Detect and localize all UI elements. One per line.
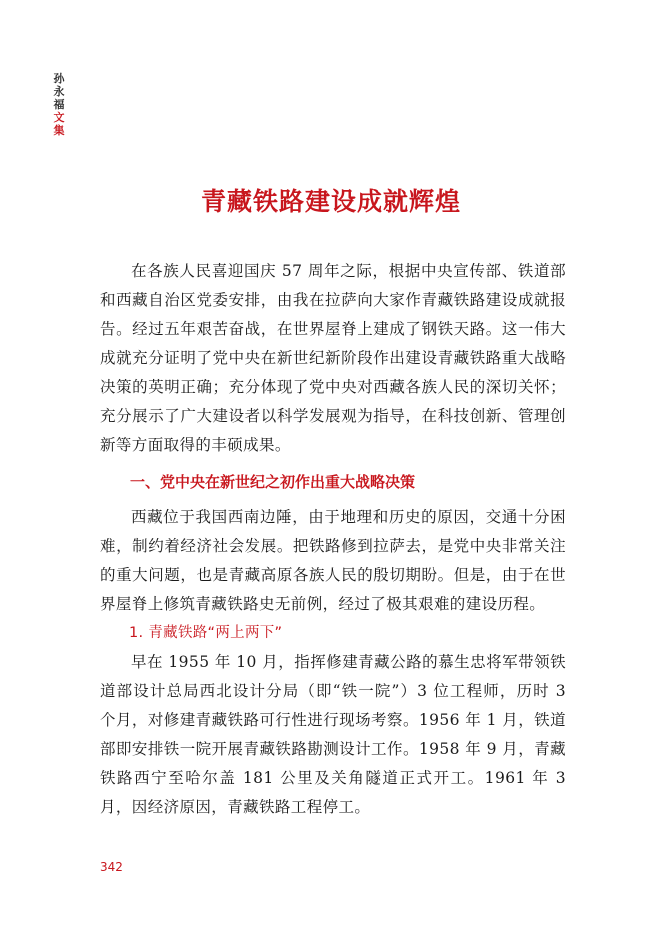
section-paragraph: 西藏位于我国西南边陲，由于地理和历史的原因，交通十分困难，制约着经济社会发展。把铁路修到拉萨去，是党中央非常关注的重大问题，也是青藏高原各族人民的殷切期盼。但是，由于在世界屋脊上修筑青藏铁路史无前例，经过了极其艰难的建设历程。 [100,508,566,613]
book-collection-label [52,72,66,137]
article-title: 青藏铁路建设成就辉煌 [200,187,461,216]
section-heading: 一、党中央在新世纪之初作出重大战略决策 [130,473,416,491]
article-body [100,257,566,822]
intro-paragraph: 在各族人民喜迎国庆 57 周年之际，根据中央宣传部、铁道部和西藏自治区党委安排，由我在拉萨向大家作青藏铁路建设成就报告。经过五年艰苦奋战，在世界屋脊上建成了钢铁天路。这一伟大成就充分证明了党中央在新世纪新阶段作出建设青藏铁路重大战略决策的英明正确；充分体现了党中央对西藏各族人民的深切关怀；充分展示了广大建设者以科学发展观为指导，在科技创新、管理创新等方面取得的丰硕成果。 [100,262,566,454]
subsection-heading: 1. 青藏铁路“两上两下” [129,625,283,641]
subsection-paragraph: 早在 1955 年 10 月，指挥修建青藏公路的慕生忠将军带领铁道部设计总局西北设计分局（即“铁一院”）3 位工程师，历时 3 个月，对修建青藏铁路可行性进行现场考察。1956 年 1 月，铁道部即安排铁一院开展青藏铁路勘测设计工作。1958 年 9 月，青藏铁路西宁至哈尔盖 181 公里及关角隧道正式开工。1961 年 3 月，因经济原因，青藏铁路工程停工。 [100,653,566,816]
author-name: 孙永福 [53,72,65,111]
collection-name: 文集 [53,111,65,137]
page-number: 342 [100,860,123,874]
